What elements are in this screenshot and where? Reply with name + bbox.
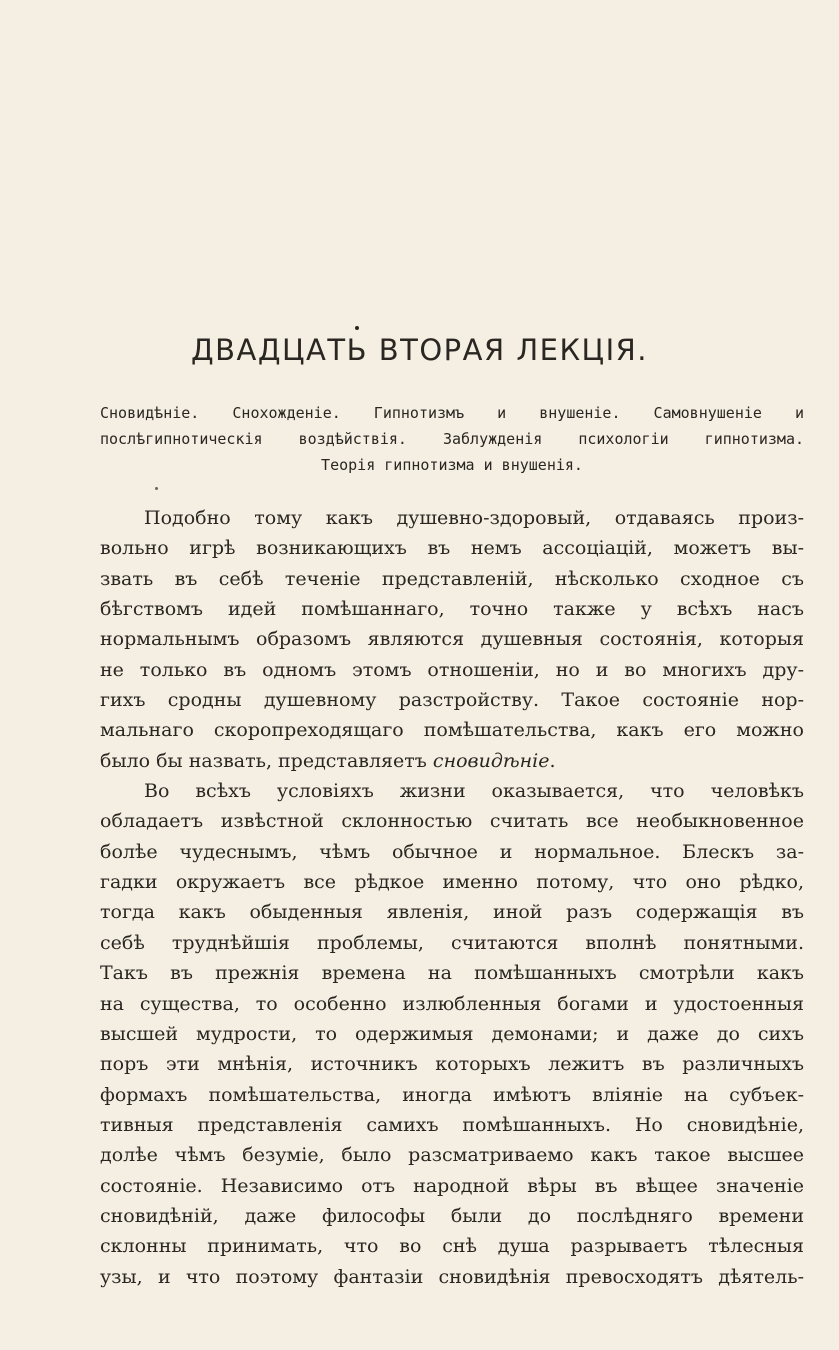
summary-line: послѣгипнотическія воздѣйствія. Заблужденія психологіи гипнотизма. [100, 430, 804, 448]
text-line: Подобно тому какъ душевно-здоровый, отдаваясь произ- [144, 507, 804, 529]
text-line: тивныя представленія самихъ помѣшанныхъ. Но сновидѣніе, [100, 1113, 804, 1136]
text-line: тогда какъ обыденныя явленія, иной разъ содержащія въ [100, 901, 804, 924]
text-line: формахъ помѣшательства, иногда имѣютъ вліяніе на субъек- [100, 1083, 804, 1106]
text-line: обладаетъ извѣстной склонностью считать все необыкновенное [100, 810, 804, 833]
text-line: узы, и что поэтому фантазіи сновидѣнія превосходятъ дѣятель- [100, 1265, 804, 1288]
text-line: высшей мудрости, то одержимыя демонами; и даже до сихъ [100, 1022, 804, 1045]
text-line: состояніе. Независимо отъ народной вѣры въ вѣщее значеніе [100, 1174, 804, 1197]
lecture-title: ДВАДЦАТЬ ВТОРАЯ ЛЕКЦІЯ. [190, 333, 648, 367]
text-line: не только въ одномъ этомъ отношеніи, но и во многихъ дру- [100, 658, 804, 681]
print-mark [355, 326, 359, 330]
print-mark [155, 487, 158, 490]
text-line: бѣгствомъ идей помѣшаннаго, точно также у всѣхъ насъ [100, 598, 804, 621]
text-line: на существа, то особенно излюбленныя богами и удостоенныя [100, 992, 804, 1015]
text-line: звать въ себѣ теченіе представленій, нѣсколько сходное съ [100, 567, 804, 590]
text-line: гихъ сродны душевному разстройству. Такое состояніе нор- [100, 689, 804, 712]
text-line: долѣе чѣмъ безуміе, было разсматриваемо какъ такое высшее [100, 1144, 804, 1167]
text-line: себѣ труднѣйшія проблемы, считаются вполнѣ понятными. [100, 931, 804, 954]
text-line: склонны принимать, что во снѣ душа разрываетъ тѣлесныя [100, 1235, 804, 1258]
text-line: Такъ въ прежнія времена на помѣшанныхъ смотрѣли какъ [100, 962, 804, 985]
body-text [100, 503, 804, 1292]
text-line: нормальнымъ образомъ являются душевныя состоянія, которыя [100, 628, 804, 651]
lecture-summary [100, 400, 804, 478]
text-line: вольно игрѣ возникающихъ въ немъ ассоціацій, можетъ вы- [100, 537, 804, 560]
text-line: сновидѣній, даже философы были до послѣдняго времени [100, 1204, 804, 1227]
summary-line: Сновидѣніе. Снохожденіе. Гипнотизмъ и внушеніе. Самовнушеніе и [100, 404, 804, 422]
text-line: мальнаго скоропреходящаго помѣшательства, какъ его можно [100, 719, 804, 742]
text-line: Во всѣхъ условіяхъ жизни оказывается, что человѣкъ [144, 780, 804, 803]
text-line: поръ эти мнѣнія, источникъ которыхъ лежитъ въ различныхъ [100, 1053, 804, 1076]
text-line: болѣе чудеснымъ, чѣмъ обычное и нормальное. Блескъ за- [100, 840, 804, 863]
text-line: гадки окружаетъ все рѣдкое именно потому, что оно рѣдко, [100, 871, 804, 894]
text-segment: было бы назвать, представляетъ [100, 749, 433, 772]
text-segment: . [549, 749, 556, 772]
emphasized-word: сновидѣніе [432, 749, 550, 772]
summary-line: Теорія гипнотизма и внушенія. [321, 456, 583, 474]
text-line [100, 746, 804, 776]
